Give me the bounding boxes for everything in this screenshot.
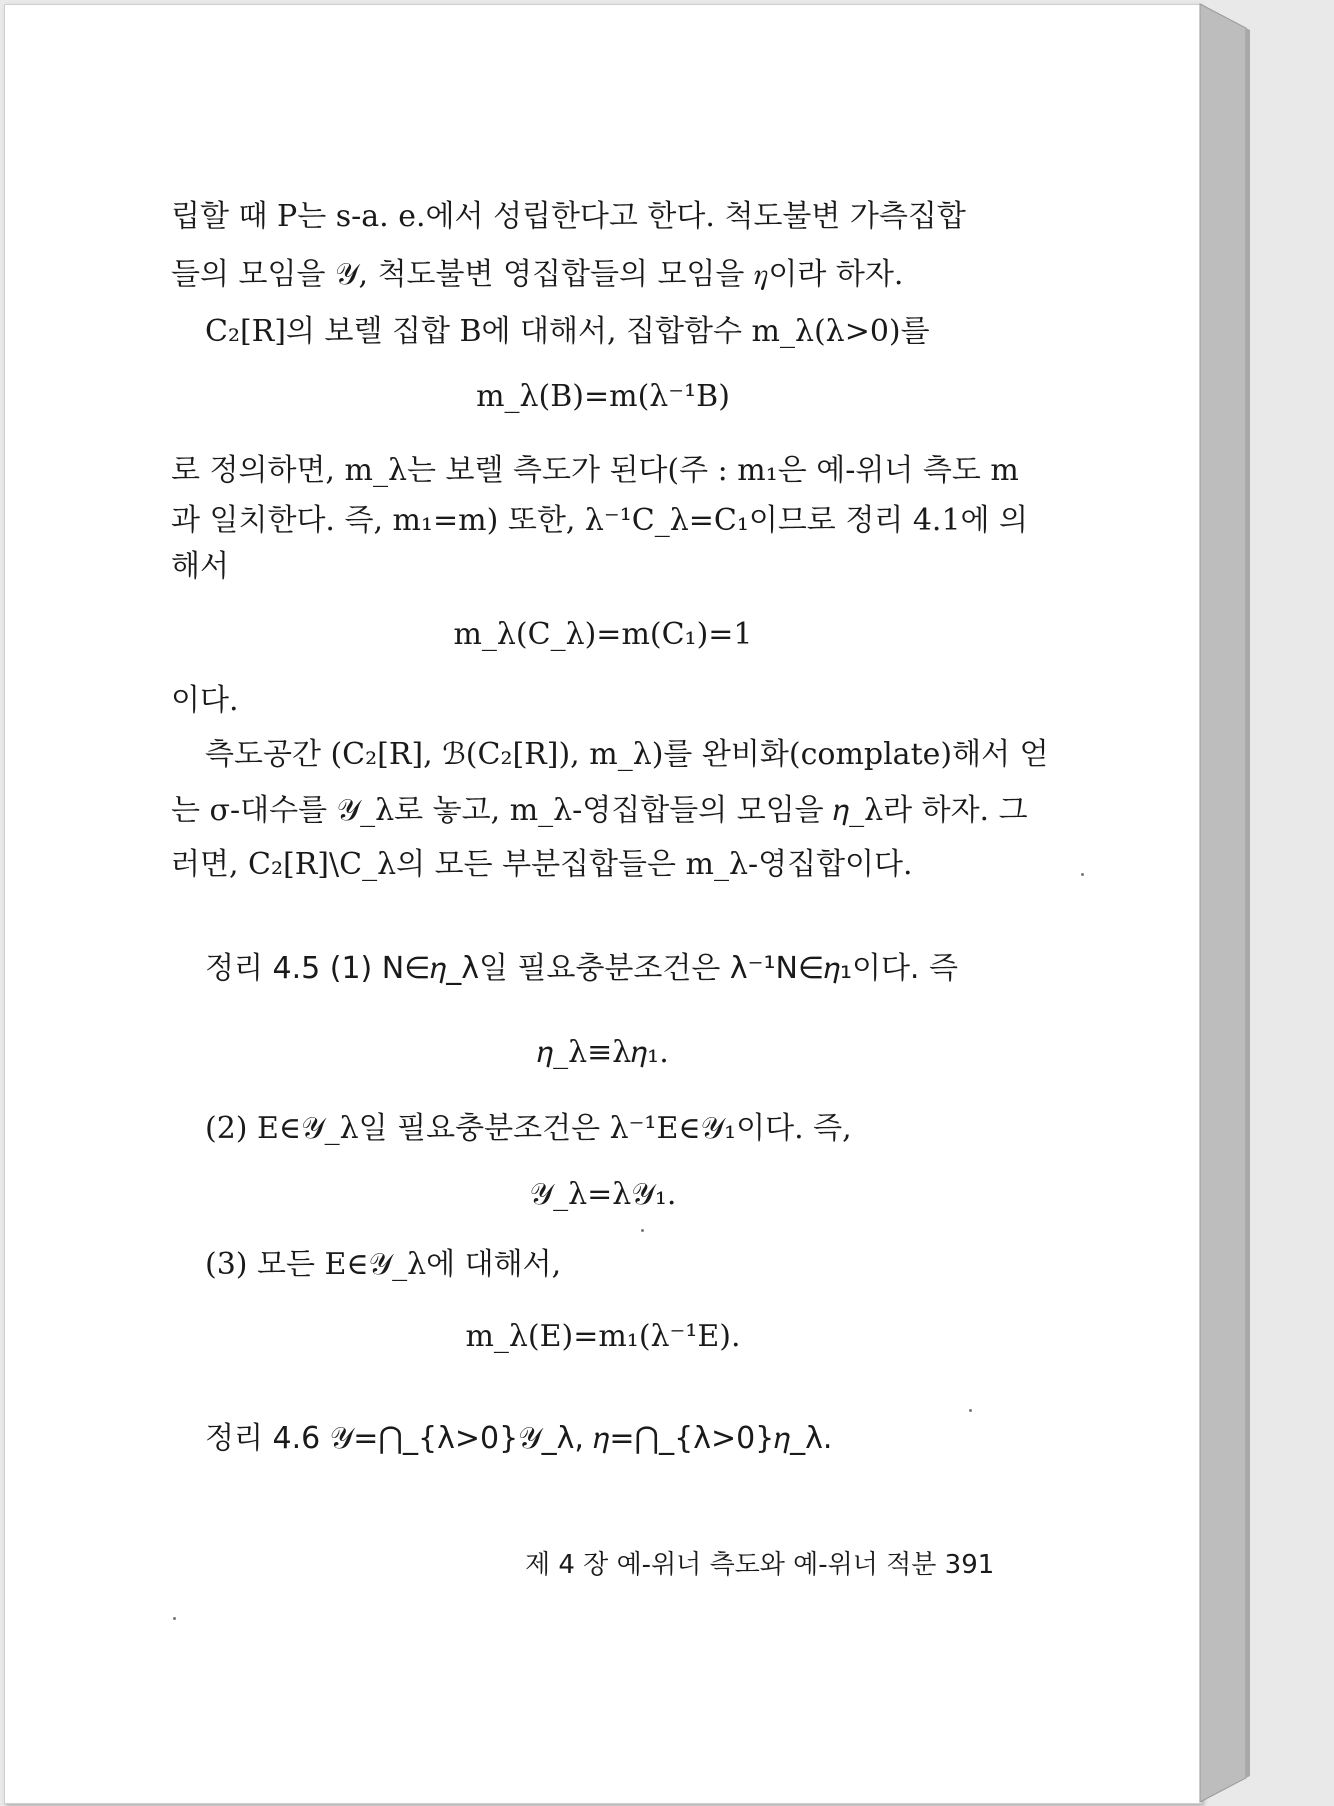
paragraph-line: C₂[R]의 보렐 집합 B에 대해서, 집합함수 m_λ(λ>0)를 [205, 314, 930, 349]
paragraph-line: 해서 [171, 549, 229, 584]
paragraph-line: 립할 때 P는 s-a. e.에서 성립한다고 한다. 척도불변 가측집합 [171, 199, 966, 234]
paragraph-line: 들의 모임을 𝒴, 척도불변 영집합들의 모임을 𝜂이라 하자. [171, 257, 904, 292]
paragraph-line: 과 일치한다. 즉, m₁=m) 또한, λ⁻¹C_λ=C₁이므로 정리 4.1에 의 [171, 503, 1029, 538]
print-speck [173, 1617, 176, 1620]
theorem-part-3: (3) 모든 E∈𝒴_λ에 대해서, [205, 1247, 562, 1282]
theorem-part-2: (2) E∈𝒴_λ일 필요충분조건은 λ⁻¹E∈𝒴₁이다. 즉, [205, 1111, 852, 1146]
theorem-4-6: 정리 4.6 𝒴=⋂_{λ>0}𝒴_λ, 𝜂=⋂_{λ>0}𝜂_λ. [205, 1421, 833, 1456]
paragraph-line: 로 정의하면, m_λ는 보렐 측도가 된다(주 : m₁은 예-위너 측도 m [171, 453, 1019, 488]
equation: m_λ(E)=m₁(λ⁻¹E). [465, 1319, 741, 1354]
page-footer: 제 4 장 예-위너 측도와 예-위너 적분 391 [525, 1550, 995, 1580]
paragraph-line: 이다. [171, 683, 239, 718]
paragraph-line: 러면, C₂[R]\C_λ의 모든 부분집합들은 m_λ-영집합이다. [171, 847, 913, 882]
book-page [4, 4, 1202, 1804]
paragraph-line: 는 σ-대수를 𝒴_λ로 놓고, m_λ-영집합들의 모임을 𝜂_λ라 하자. 그 [171, 793, 1028, 828]
theorem-4-5: 정리 4.5 (1) N∈𝜂_λ일 필요충분조건은 λ⁻¹N∈𝜂₁이다. 즉 [205, 951, 958, 986]
paragraph-line: 측도공간 (C₂[R], ℬ(C₂[R]), m_λ)를 완비화(complate)해서 얻 [205, 737, 1049, 772]
print-speck [1081, 873, 1084, 876]
equation: 𝒴_λ=λ𝒴₁. [529, 1177, 677, 1212]
print-speck [969, 1409, 972, 1412]
print-speck [641, 1229, 644, 1232]
equation: m_λ(B)=m(λ⁻¹B) [476, 379, 730, 414]
equation: m_λ(C_λ)=m(C₁)=1 [453, 617, 753, 652]
equation: 𝜂_λ≡λ𝜂₁. [537, 1035, 669, 1070]
